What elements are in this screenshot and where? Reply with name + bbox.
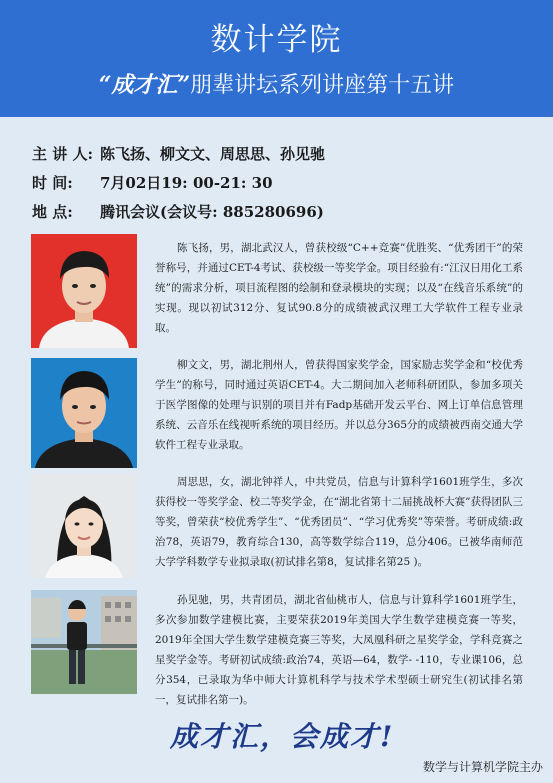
speaker-bio-2: 柳文文，男，湖北荆州人，曾获得国家奖学金，国家励志奖学金和“校优秀学生”的称号，同时通过英语CET-4。大二期间加入老师科研团队，参加多项关于医学图像的处理与识别的项目并有Fadp基础开发云平台、网上订单信息管理系统、云音乐在线视听系统的项目经历。并以总分365分的成绩被西南交通大学软件工程专业录取。 (155, 359, 523, 451)
header-banner (0, 0, 553, 117)
speaker-bio-1: 陈飞扬，男，湖北武汉人，曾获校级“C++竞赛”优胜奖、“优秀团干”的荣誉称号，并通过CET-4考试、获校级一等奖学金。项目经验有:“江汉日用化工系统”的需求分析，项目流程图的绘制和登录模块的实现；以及“在线音乐系统”的实现。现以初试312分、复试90.8分的成绩被武汉理工大学软件工程专业录取。 (155, 242, 523, 334)
speaker-bio-3: 周思思，女，湖北钟祥人，中共党员，信息与计算科学1601班学生，多次获得校一等奖学金、校二等奖学金，在“湖北省第十二届挑战杯大赛”获得团队三等奖，曾荣获“校优秀学生”、“优秀团员”、“学习优秀奖”等荣誉。考研成绩:政治78，英语79，教育综合130，高等数学综合119，总分406。已被华南师范大学学科数学专业拟录取(初试排名第8，复试排名第25 )。 (155, 476, 523, 568)
speaker-photo-4 (31, 590, 137, 694)
place-value: 腾讯会议(会议号: 885280696) (100, 203, 324, 221)
speakers-row (32, 143, 325, 164)
speaker-bio-4: 孙见驰，男，共青团员，湖北省仙桃市人，信息与计算科学1601班学生，多次参加数学建模比赛，主要荣获2019年美国大学生数学建模竞赛一等奖，2019年全国大学生数学建模竞赛三等奖，大凤凰科研之星奖学金，学科竞赛之星奖学金等。考研初试成绩:政治74，英语—64，数学- -110，专业课106，总分354，已录取为华中师大计算机科学与技术学术型硕士研究生(初试排名第一，复试排名第一)。 (155, 594, 523, 706)
lecture-subtitle (0, 68, 553, 99)
time-label: 时 间: (32, 174, 73, 192)
time-row (32, 172, 273, 193)
speaker-photo-2 (31, 358, 137, 468)
time-value: 7月02日19: 00-21: 30 (100, 174, 273, 192)
brand-name: “成才汇” (98, 72, 191, 98)
speakers-value: 陈飞扬、柳文文、周思思、孙见驰 (100, 145, 326, 163)
speaker-photo-1 (31, 234, 137, 348)
speakers-label: 主 讲 人: (32, 145, 93, 163)
organizer-footer: 数学与计算机学院主办 (422, 760, 543, 774)
slogan: 成才汇，会成才! (170, 720, 395, 753)
college-title: 数计学院 (210, 22, 343, 58)
place-label: 地 点: (32, 203, 73, 221)
speaker-photo-3 (31, 474, 137, 578)
lecture-series: 朋辈讲坛系列讲座第十五讲 (190, 73, 455, 98)
place-row (32, 201, 324, 222)
